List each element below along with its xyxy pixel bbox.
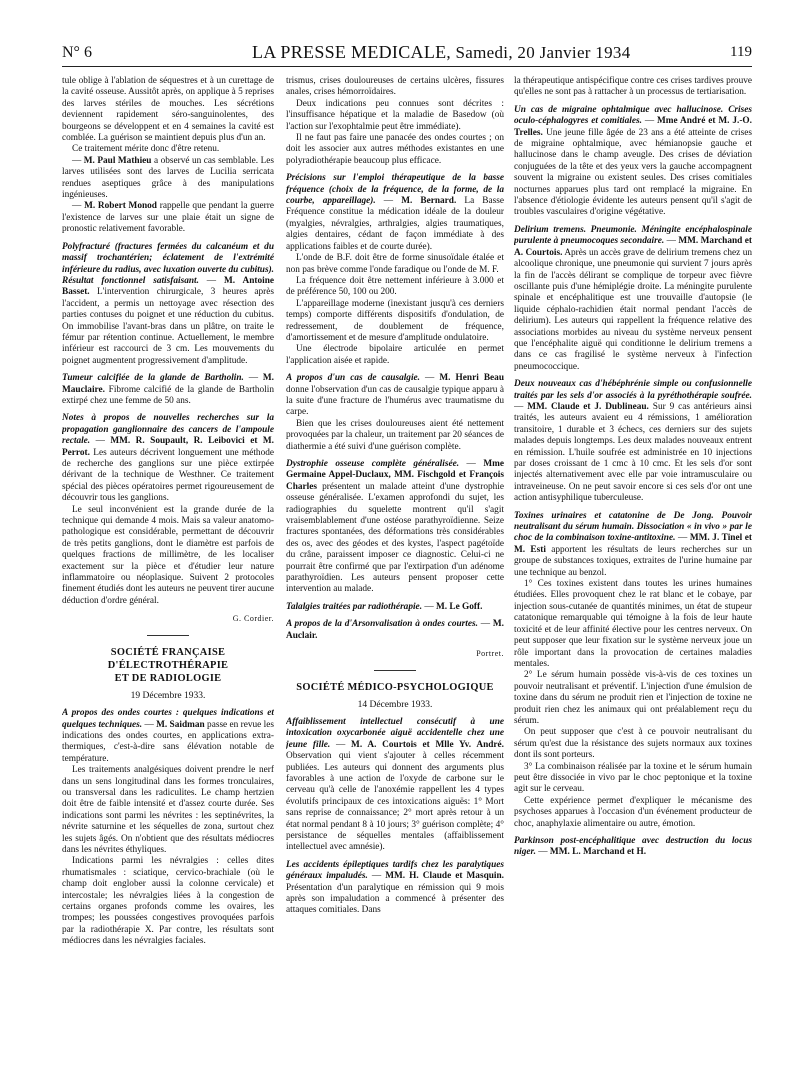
communication-title: Parkinson post-encéphalitique avec destruction du locus niger. [514,836,752,858]
paragraph: L'onde de B.F. doit être de forme sinusoïdale étalée et non pas brève comme l'onde faradique ou l'onde de M. F. [286,253,504,275]
communication: Delirium tremens. Pneumonie. Méningite encéphalospinale purulente à pneumocoques secondaire. — MM. Marchand et A. Courtois. Après un accès grave de delirium tremens chez un alcoolique chronique, une pneumonie qui survient 7 jours après la fin de l'accès délirant se complique de torpeur avec fièvre oscillante puis d'une hémiplégie droite. La méningite purulente spinale et encéphalitique est une trouvaille d'autopsie (le liquide céphalo-rachidien était normal pendant l'accès de delirium). Les auteurs qui rappellent la fréquence relative des associations morbides au niveau du système nerveux pensent que l'encéphalite aiguë qui conditionne le delirium tremens a dans ce cas fragilisé le système nerveux à l'infection pneumococcique. [514,224,752,372]
paragraph: Ce traitement mérite donc d'être retenu. [72,144,220,155]
communication: Un cas de migraine ophtalmique avec hallucinose. Crises oculo-céphalogyres et comitiales. — Mme André et M. J.-O. Trelles. Une jeune fille âgée de 23 ans a été atteinte de crises de migraine ophtalmique, avec hémianopsie gauche et hallucinose dans le champ aveugle. Des crises de déviation conjuguées de la tête et des yeux vers la gauche accompagnent souvent la migraine ou existent seules. Des crises comitiales nocturnes apparues plus tard ont remplacé la migraine. En l'absence d'étiologie évidente les auteurs pensent qu'il s'agit de troubles vasculaires d'origine végétative. [514,104,752,218]
section-divider [374,670,416,671]
communication: Deux nouveaux cas d'hébéphrénie simple ou confusionnelle traités par les sels d'or associés à la pyréthothérapie soufrée. — MM. Claude et J. Dublineau. Sur 9 cas antérieurs ainsi traités, les auteurs avaient eu 4 rémissions, 1 amélioration transitoire, 1 durable et 3 échecs, ces derniers sur des sujets malades depuis longtemps. Les deux malades nouveaux entrent en rémission. L'huile soufrée est administrée en 10 injections par doses croissant de 1 cmc à 10 cmc. Et les sels d'or sont injectés alternativement avec elle par voie intramusculaire ou intraveineuse. On ne peut savoir encore si ces sels d'or ont une action antisyphilique tuberculeuse. [514,379,752,504]
communication: Affaiblissement intellectuel consécutif à une intoxication oxycarbonée aiguë accidentelle chez une jeune fille. — M. A. Courtois et Mlle Yv. André. Observation qui vient s'ajouter à celles récemment publiées. Les auteurs qui donnent des arguments plus favorables à une action de l'oxyde de carbone sur le cerveau qu'à celle de l'anoxémie rappellent les 4 types évolutifs principaux de ces intoxications aiguës: 1° Mort sans reprise de connaissance; 2° mort après retour à un état normal pendant 8 à 10 jours; 3° guérison complète; 4° persistance de séquelles mentales (affaiblissement intellectuel avec amnésie). [286,716,504,853]
author-name: M. Auclair. [286,619,504,641]
communication-title: Dystrophie osseuse complète généralisée. [286,459,460,469]
paragraph: 1° Ces toxines existent dans toutes les urines humaines étudiées. Elles provoquent chez le rat blanc et le cobaye, par injection sous-cutanée de quantités minimes, un état de stupeur catatonique remarquable qui témoigne à la fois de leur haute toxicité et de leur affinité élective pour les centres nerveux. On peut supposer que leur fixation sur le système nerveux joue un rôle important dans la provocation de certaines maladies mentales. [514,579,752,669]
author-name: M. Antoine Basset. [62,275,274,298]
author-name: M. Robert Monod [84,201,157,212]
communication: Talalgies traitées par radiothérapie. — M. Le Goff. [286,601,483,612]
communication-title: Toxines urinaires et catatonine de De Jong. Pouvoir neutralisant du sérum humain. Dissociation « in vivo » par le choc de la combinaison toxine-antitoxine. [514,510,752,544]
communication-text: Après un accès grave de delirium tremens chez un alcoolique chronique, une pneumonie qui survient 7 jours après la fin de l'accès délirant se complique de torpeur avec fièvre oscillante puis d'une hémiplégie droite. La méningite purulente spinale et encéphalitique est une trouvaille d'autopsie (le liquide céphalo-rachidien était normal pendant l'accès de delirium). Les auteurs qui rappellent la fréquence relative des associations morbides au niveau du système nerveux pensent que l'encéphalite aiguë qui conditionne le delirium tremens a dans ce cas fragilisé le système nerveux à l'infection pneumococcique. [514,247,752,372]
author-name: MM. Claude et J. Dublineau. [527,401,649,412]
author-name: M. Henri Beau [439,373,504,384]
paragraph: Bien que les crises douloureuses aient été nettement provoquées par la chaleur, un traitement par 20 séances de diathermie a été suivi d'une guérison complète. [286,418,504,452]
paragraph: Indications parmi les névralgies : celles dites rhumatismales : sciatique, cervico-brachiale (où le champ doit englober aussi la colonne cervicale) et intercostale; les névralgies liées à la congestion de certains organes profonds comme les ovaires, les trompes; les poussées congestives provoquées parfois par la radiothérapie X. Par contre, les résultats sont médiocres dans les névralgies faciales. [62,856,274,947]
paragraph: — M. Robert Monod rappelle que pendant la guerre l'existence de larves sur une plaie était un signe de pronostic relativement favorable. [62,201,274,235]
communication-title: Les accidents épileptiques tardifs chez les paralytiques généraux impaludés. [286,859,504,882]
communication: Les accidents épileptiques tardifs chez les paralytiques généraux impaludés. — MM. H. Claude et Masquin. Présentation d'un paralytique en rémission qui 9 mois après son impaludation a commencé à présenter des attaques comitiales. Dans [286,859,504,916]
column-1 [62,76,274,1066]
communication-text: présentent un malade atteint d'une dystrophie osseuse généralisée. L'examen approfondi du sujet, les radiographies du squelette montrent qu'il s'agit vraisemblablement d'une ostéose parathyroïdienne. Seize fractures spontanées, des déformations très considérables des os, avec des géodes et des kystes, l'aspect pagétoïde du crâne, paraissent imposer ce diagnostic. Celui-ci ne pourrait être confirmé que par l'extirpation d'un adénome parathyroïdien. Les auteurs pensent proposer cette intervention au malade. [286,481,504,595]
communication-text: Une jeune fille âgée de 23 ans a été atteinte de crises de migraine ophtalmique, avec hémianopsie gauche et hallucinose dans le champ aveugle. Des crises de déviation conjuguées de la tête et des yeux vers la gauche accompagnent souvent la migraine ou existent seules. Des crises comitiales nocturnes apparues plus tard ont remplacé la migraine. En l'absence d'étiologie évidente les auteurs pensent qu'il s'agit de troubles vasculaires d'origine végétative. [514,127,752,218]
communication-title: A propos d'un cas de causalgie. [286,373,420,384]
paragraph: Il ne faut pas faire une panacée des ondes courtes ; on doit les associer aux autres méthodes existantes en une polyradiothérapie beaucoup plus efficace. [286,133,504,166]
communication-title: Notes à propos de nouvelles recherches sur la propagation ganglionnaire des cancers de l'ampoule rectale. [62,413,274,447]
journal-title: LA PRESSE MEDICALE [252,42,447,62]
author-name: M. Bernard. [401,196,457,207]
communication-text: Sur 9 cas antérieurs ainsi traités, les auteurs avaient eu 4 rémissions, 1 amélioration transitoire, 1 durable et 3 échecs, ces derniers sur des sujets malades depuis longtemps. Les deux malades nouveaux entrent en rémission. L'huile soufrée est administrée en 10 injections par doses croissant de 1 cmc à 10 cmc. Et les sels d'or sont injectés alternativement avec elle par voie intramusculaire ou intraveineuse. On ne peut savoir encore si ces sels d'or ont une action antisyphilique tuberculeuse. [514,401,752,504]
signature: Portret. [476,649,504,659]
author-name: MM. H. Claude et Masquin. [385,871,504,882]
paragraph: L'appareillage moderne (inexistant jusqu'à ces derniers temps) comporte différents dispositifs d'ondulation, de redressement, de doublement de fréquence, d'amortissement et de mesure d'amplitude ondulatoire. [286,298,504,343]
communication: A propos d'un cas de causalgie. — M. Henri Beau donne l'observation d'un cas de causalgie typique apparu à la suite d'une fracture de l'humérus avec traumatisme du carpe. [286,373,504,418]
paragraph: la thérapeutique antispécifique contre ces crises tardives prouve qu'elles ne sont pas à rattacher à un processus de tertiarisation. [514,76,752,98]
communication: Polyfracturé (fractures fermées du calcanéum et du massif trochantérien; éclatement de l'extrémité inférieure du radius, avec luxation ouverte du cubitus). Résultat fonctionnel satisfaisant. — M. Antoine Basset. L'intervention chirurgicale, 3 heures après l'accident, a permis un nettoyage avec résection des parties contuses du poignet et une réduction du cubitus. On immobilise l'avant-bras dans un plâtre, on traite le fémur par rétention continue. Actuellement, le membre inférieur est raccourci de 3 cm. Les mouvements du poignet augmentent progressivement d'amplitude. [62,241,274,366]
author-name: MM. L. Marchand et H. [549,847,647,858]
running-title [252,42,631,63]
communication-title: Polyfracturé (fractures fermées du calcanéum et du massif trochantérien; éclatement de l'extrémité inférieure du radius, avec luxation ouverte du cubitus). Résultat fonctionnel satisfaisant. [62,241,274,286]
communication: Précisions sur l'emploi thérapeutique de la basse fréquence (choix de la fréquence, de la forme, de la courbe, appareillage). — M. Bernard. La Basse Fréquence constitue la médication idéale de la douleur (myalgies, névralgies, arthralgies, algies traumatiques, algies dentaires, cédant de façon immédiate à des applications faibles et de courte durée). [286,173,504,252]
paragraph: — M. Paul Mathieu a observé un cas semblable. Les larves utilisées sont des larves de Lucilia serricata rendues aseptiques grâce à des manipulations ingénieuses. [62,155,274,201]
author-name: M. Le Goff. [435,601,483,612]
paragraph-text: a observé un cas semblable. Les larves utilisées sont des larves de Lucilia serricata rendues aseptiques grâce à des manipulations ingénieuses. [62,155,274,201]
author-name: Mme Germaine Appel-Duclaux, MM. Fischgold et François Charles [286,459,504,492]
communication-text: Les auteurs décrivent longuement une méthode de recherche des ganglions sur une pièce extirpée dérivant de la technique de Westhner. Ce traitement spécial des pièces opératoires permet rigoureusement de découvrir tous les ganglions. [62,447,274,504]
communication-title: Delirium tremens. Pneumonie. Méningite encéphalospinale purulente à pneumocoques secondaire. [514,224,752,247]
author-name: M. A. Courtois et Mlle Yv. André. [351,739,504,750]
paragraph: Cette expérience permet d'expliquer le mécanisme des psychoses apparues à l'occasion d'un événement producteur de choc, anaphylaxie alimentaire ou autre, émotion. [514,795,752,829]
communication: A propos des ondes courtes : quelques indications et quelques techniques. — M. Saidman passe en revue les indications des ondes courtes, en applications extra-thermiques, c'est-à-dire sans élévation notable de température. [62,708,274,764]
communication-title: Affaiblissement intellectuel consécutif à une intoxication oxycarbonée aiguë accidentelle chez une jeune fille. [286,716,504,750]
communication: Toxines urinaires et catatonine de De Jong. Pouvoir neutralisant du sérum humain. Dissociation « in vivo » par le choc de la combinaison toxine-antitoxine. — MM. J. Tinel et M. Esti apportent les résultats de leurs recherches sur un groupe de substances toxiques, extraites de l'urine humaine par une technique au benzol. [514,510,752,578]
section-divider [147,635,189,636]
page-header [62,40,752,67]
communication: Notes à propos de nouvelles recherches sur la propagation ganglionnaire des cancers de l'ampoule rectale. — MM. R. Soupault, R. Leibovici et M. Perrot. Les auteurs décrivent longuement une méthode de recherche des ganglions sur une pièce extirpée dérivant de la technique de Westhner. Ce traitement spécial des pièces opératoires permet rigoureusement de découvrir tous les ganglions. [62,413,274,504]
signature: G. Cordier. [232,614,274,624]
paragraph: Une électrode bipolaire articulée en permet l'application aisée et rapide. [286,344,504,366]
paragraph-text: rappelle que pendant la guerre l'existence de larves sur une plaie était un signe de pronostic relativement favorable. [62,201,274,235]
communication-title: Talalgies traitées par radiothérapie. [286,601,423,612]
issue-number: N° 6 [62,44,92,61]
communication-title: A propos des ondes courtes : quelques indications et quelques techniques. [62,708,274,730]
author-name: M. Saidman [156,719,205,730]
author-name: Mme André et M. J.-O. Trelles. [514,116,752,138]
paragraph: Les traitements analgésiques doivent prendre le nerf dans un sens longitudinal dans les formes tronculaires, ou transversal dans les radiculites. Le champ hertzien doit être de faible intensité et d'assez courte durée. Ses indications sont parmi les névrites : les septinévrites, la névrite saturnine et les séquelles de zona, surtout chez les sujets âgés. On n'obtient que des résultats médiocres dans les névrites éthyliques. [62,765,274,855]
session-date: 14 Décembre 1933. [357,699,433,710]
column-2 [286,76,504,1066]
communication: Parkinson post-encéphalitique avec destruction du locus niger. — MM. L. Marchand et H. [514,836,752,858]
communication-title: Deux nouveaux cas d'hébéphrénie simple ou confusionnelle traités par les sels d'or associés à la pyréthothérapie soufrée. [514,379,752,401]
communication-text: Observation qui vient s'ajouter à celles récemment publiées. Les auteurs qui donnent des arguments plus favorables à une action de l'oxyde de carbone sur le cerveau qu'à celle de l'anoxémie rappellent les 4 types évolutifs principaux de ces intoxications aiguës: 1° Mort sans reprise de connaissance; 2° mort après retour à un état normal pendant 8 à 10 jours; 3° guérison complète; 4° persistance de séquelles mentales (affaiblissement intellectuel avec amnésie). [286,751,504,853]
communication-title: A propos de la d'Arsonvalisation à ondes courtes. [286,619,478,630]
communication-text: passe en revue les indications des ondes courtes, en applications extra-thermiques, c'est-à-dire sans élévation notable de température. [62,719,274,764]
paragraph: 3° La combinaison réalisée par la toxine et le sérum humain peut être dissociée in vivo par le choc peptonique et la toxine agit sur le cerveau. [514,761,752,795]
paragraph: On peut supposer que c'est à ce pouvoir neutralisant du sérum qu'est due la résistance des sujets normaux aux toxines dont ils sont porteurs. [514,727,752,761]
author-name: MM. R. Soupault, R. Leibovici et M. Perrot. [62,436,274,458]
communication-text: L'intervention chirurgicale, 3 heures après l'accident, a permis un nettoyage avec résection des parties contuses du poignet et une réduction du cubitus. On immobilise l'avant-bras dans un plâtre, on traite le fémur par rétention continue. Actuellement, le membre inférieur est raccourci de 3 cm. Les mouvements du poignet augmentent progressivement d'amplitude. [62,287,274,366]
communication: Tumeur calcifiée de la glande de Bartholin. — M. Mauclaire. Fibrome calcifié de la glande de Bartholin extirpé chez une femme de 50 ans. [62,373,274,406]
communication-text: donne l'observation d'un cas de causalgie typique apparu à la suite d'une fracture de l'humérus avec traumatisme du carpe. [286,384,504,418]
paragraph: 2° Le sérum humain possède vis-à-vis de ces toxines un pouvoir neutralisant et préventif. L'injection d'une émulsion de toxine dans du sérum ne produit rien et l'injection de toxine ne produit rien chez les animaux qui ont préalablement reçu du sérum. [514,670,752,726]
society-title-line: ET DE RADIOLOGIE [114,672,222,684]
author-name: MM. J. Tinel et M. Esti [514,533,752,555]
communication: Dystrophie osseuse complète généralisée. — Mme Germaine Appel-Duclaux, MM. Fischgold et François Charles présentent un malade atteint d'une dystrophie osseuse généralisée. L'examen approfondi du sujet, les radiographies du squelette montrent qu'il s'agit vraisemblablement d'une ostéose parathyroïdienne. Seize fractures spontanées, des déformations très considérables des os, avec des géodes et des kystes, l'aspect pagétoïde du crâne, paraissent imposer ce diagnostic. Celui-ci ne pourrait être confirmé que par l'extirpation d'un adénome parathyroïdien. Les auteurs pensent proposer cette intervention au malade. [286,459,504,595]
column-3 [514,76,752,1066]
author-name: M. Mauclaire. [62,373,274,395]
society-title: SOCIÉTÉ MÉDICO-PSYCHOLOGIQUE [296,681,494,693]
communication-text: Fibrome calcifié de la glande de Bartholin extirpé chez une femme de 50 ans. [62,384,274,406]
communication-title: Un cas de migraine ophtalmique avec hallucinose. Crises oculo-céphalogyres et comitiales. [514,104,752,127]
page-number: 119 [730,44,752,60]
issue-date: , Samedi, 20 Janvier 1934 [446,43,631,62]
paragraph: Deux indications peu connues sont décrites : l'insuffisance hépatique et la maladie de Basedow (où l'action sur l'exophtalmie peut être immédiate). [286,98,504,132]
society-title [62,646,274,685]
paragraph: trismus, crises douloureuses de certains ulcères, fissures anales, crises hémorroïdaires. [286,76,504,98]
author-name: M. Paul Mathieu [83,155,152,166]
paragraph: La fréquence doit être nettement inférieure à 3.000 et de préférence 50, 100 ou 200. [286,275,504,298]
paragraph: tule oblige à l'ablation de séquestres et à un curettage de la cavité osseuse. Aussitôt après, on applique à 5 reprises des larves stériles de mouches. Les sécrétions deviennent rapidement séro-sanguinolentes, des bourgeons se développent et en 4 semaines la cavité est comblée. La guérison se maintient depuis plus d'un an. [62,76,274,144]
author-name: MM. Marchand et A. Courtois. [514,236,752,258]
communication: A propos de la d'Arsonvalisation à ondes courtes. — M. Auclair. [286,619,504,641]
session-date: 19 Décembre 1933. [130,690,206,701]
communication-text: apportent les résultats de leurs recherches sur un groupe de substances toxiques, extraites de l'urine humaine par une technique au benzol. [514,544,752,578]
communication-text: La Basse Fréquence constitue la médication idéale de la douleur (myalgies, névralgies, arthralgies, algies traumatiques, algies dentaires, cédant de façon immédiate à des applications faibles et de courte durée). [286,196,504,252]
society-title-line: SOCIÉTÉ FRANÇAISE D'ÉLECTROTHÉRAPIE [107,646,229,671]
communication-title: Précisions sur l'emploi thérapeutique de la basse fréquence (choix de la fréquence, de la forme, de la courbe, appareillage). [286,173,504,207]
communication-title: Tumeur calcifiée de la glande de Bartholin. [62,373,244,384]
paragraph: Le seul inconvénient est la grande durée de la technique qui demande 4 mois. Mais sa valeur anatomo-pathologique est considérable, permettant de découvrir de très petits ganglions, dont le diamètre est parfois de quelques fractions de millimètre, de les localiser exactement sur la pièce et d'étudier leur nature inflammatoire ou néoplasique. Suivent 2 protocoles finement étudiés dont les auteurs ne peuvent tirer aucune déduction d'ordre général. [62,504,274,606]
communication-text: Présentation d'un paralytique en rémission qui 9 mois après son impaludation a commencé à présenter des attaques comitiales. Dans [286,882,504,916]
